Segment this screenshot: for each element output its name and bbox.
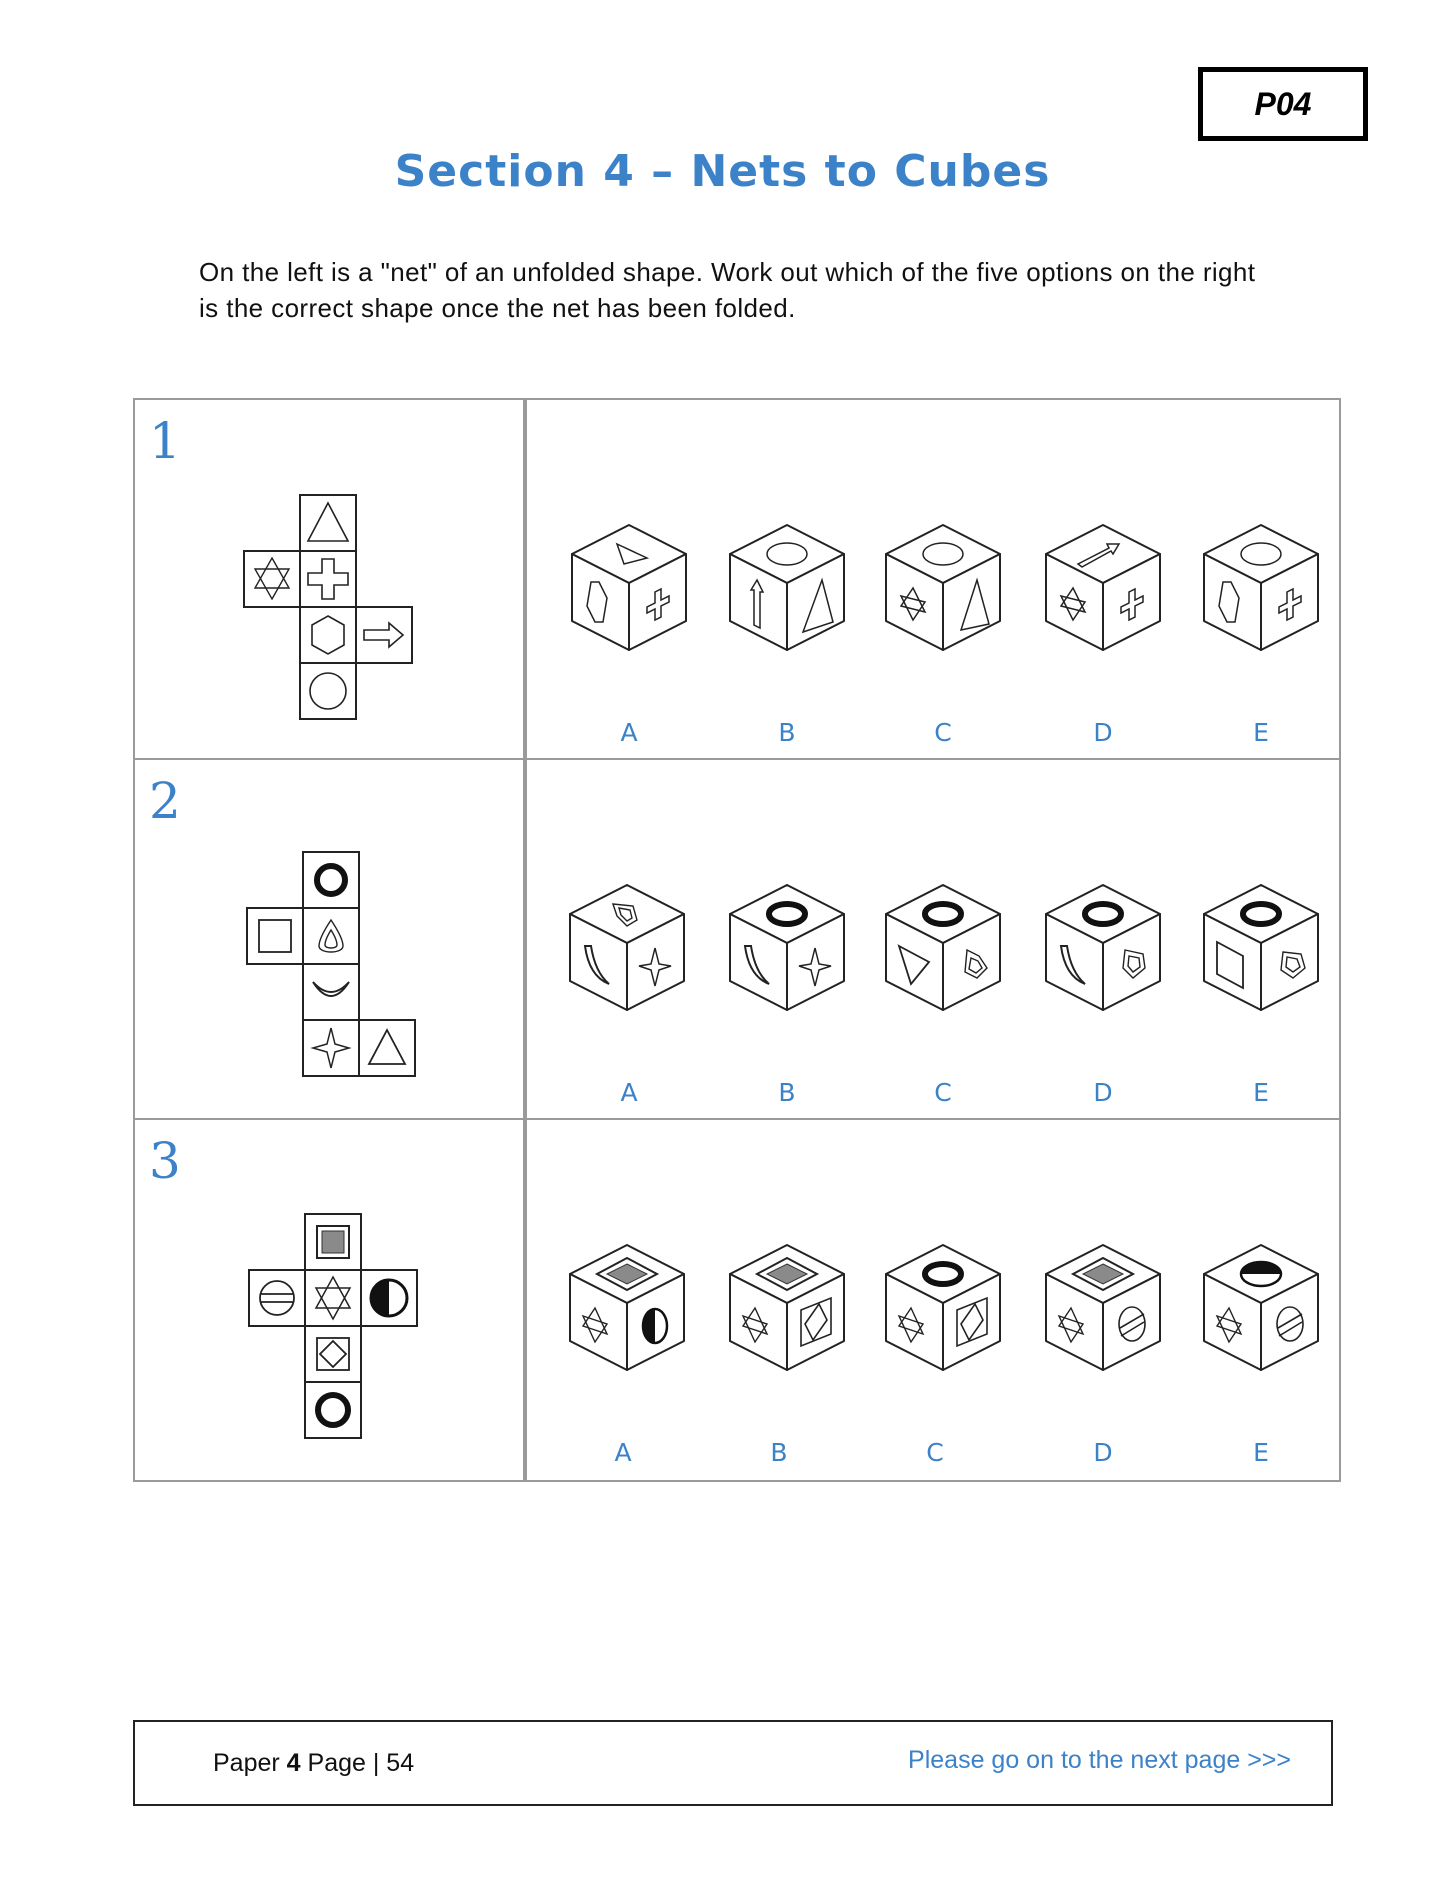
- instructions: On the left is a "net" of an unfolded shape. Work out which of the five options on the right is the correct shape once the net has been folded.: [199, 257, 1256, 323]
- option-label: C: [934, 718, 952, 747]
- option-cube-1c[interactable]: [883, 520, 1003, 660]
- drop-icon: [319, 920, 343, 952]
- option-cube-1b[interactable]: [727, 520, 847, 660]
- net-diagram-2: [135, 760, 527, 1118]
- question-row-1: [135, 400, 1339, 760]
- ring-icon: [318, 1395, 348, 1425]
- page-number: [213, 1749, 414, 1778]
- option-cube-3a[interactable]: [567, 1240, 687, 1380]
- option-label: D: [1093, 1078, 1113, 1107]
- question-number: 1: [149, 412, 181, 470]
- question-row-2: [135, 760, 1339, 1120]
- option-cube-3e[interactable]: [1201, 1240, 1321, 1380]
- grey-square-icon: [317, 1226, 349, 1258]
- four-point-star-icon: [313, 1028, 349, 1068]
- option-cube-1a[interactable]: [569, 520, 689, 660]
- paper-number: 4: [286, 1749, 301, 1777]
- net-cell-3: [135, 1120, 527, 1480]
- page-footer: [133, 1720, 1333, 1806]
- option-cube-2b[interactable]: [727, 880, 847, 1020]
- option-label: B: [778, 718, 796, 747]
- circle-icon: [310, 673, 346, 709]
- paper-code: P04: [1254, 85, 1312, 122]
- questions-table: [133, 398, 1341, 1482]
- net-diagram-1: [135, 400, 527, 758]
- paper-code-box: [1198, 67, 1368, 141]
- option-label: A: [620, 718, 638, 747]
- triangle-icon: [308, 503, 348, 541]
- option-cube-2d[interactable]: [1043, 880, 1163, 1020]
- triangle-icon: [369, 1030, 405, 1064]
- option-cube-3b[interactable]: [727, 1240, 847, 1380]
- option-label: E: [1253, 1438, 1269, 1467]
- hexagon-icon: [312, 616, 344, 654]
- option-label: D: [1093, 1438, 1113, 1467]
- options-cell-2: [531, 760, 1339, 1118]
- option-cube-3d[interactable]: [1043, 1240, 1163, 1380]
- net-cell-1: [135, 400, 527, 758]
- arrow-right-icon: [364, 623, 403, 647]
- diamond-in-square-icon: [317, 1338, 349, 1370]
- option-cube-2c[interactable]: [883, 880, 1003, 1020]
- option-label: E: [1253, 718, 1269, 747]
- options-cell-1: [531, 400, 1339, 758]
- option-label: D: [1093, 718, 1113, 747]
- arc-icon: [313, 982, 349, 996]
- section-title: Section 4 – Nets to Cubes: [394, 146, 1051, 197]
- half-circle-icon: [1241, 1262, 1281, 1286]
- option-cube-2a[interactable]: [567, 880, 687, 1020]
- option-cube-2e[interactable]: [1201, 880, 1321, 1020]
- option-label: B: [778, 1078, 796, 1107]
- next-page-prompt: Please go on to the next page >>>: [908, 1746, 1291, 1774]
- star-of-david-icon: [316, 1277, 350, 1319]
- option-label: C: [926, 1438, 944, 1467]
- ring-icon: [317, 866, 345, 894]
- option-cube-1d[interactable]: [1043, 520, 1163, 660]
- question-row-3: [135, 1120, 1339, 1480]
- option-label: A: [614, 1438, 632, 1467]
- paper-prefix: Paper: [213, 1749, 287, 1777]
- option-label: B: [770, 1438, 788, 1467]
- option-label: A: [620, 1078, 638, 1107]
- striped-circle-icon: [260, 1281, 294, 1315]
- square-icon: [259, 920, 291, 952]
- cross-icon: [308, 559, 348, 599]
- question-number: 2: [149, 772, 181, 830]
- half-circle-icon: [643, 1309, 667, 1343]
- option-cube-3c[interactable]: [883, 1240, 1003, 1380]
- net-cell-2: [135, 760, 527, 1118]
- question-number: 3: [149, 1132, 181, 1190]
- options-cell-3: [531, 1120, 1339, 1480]
- net-diagram-3: [135, 1120, 527, 1478]
- option-label: E: [1253, 1078, 1269, 1107]
- option-label: C: [934, 1078, 952, 1107]
- option-cube-1e[interactable]: [1201, 520, 1321, 660]
- half-circle-icon: [371, 1280, 407, 1316]
- page-text: Page | 54: [300, 1749, 415, 1777]
- star-of-david-icon: [255, 558, 289, 599]
